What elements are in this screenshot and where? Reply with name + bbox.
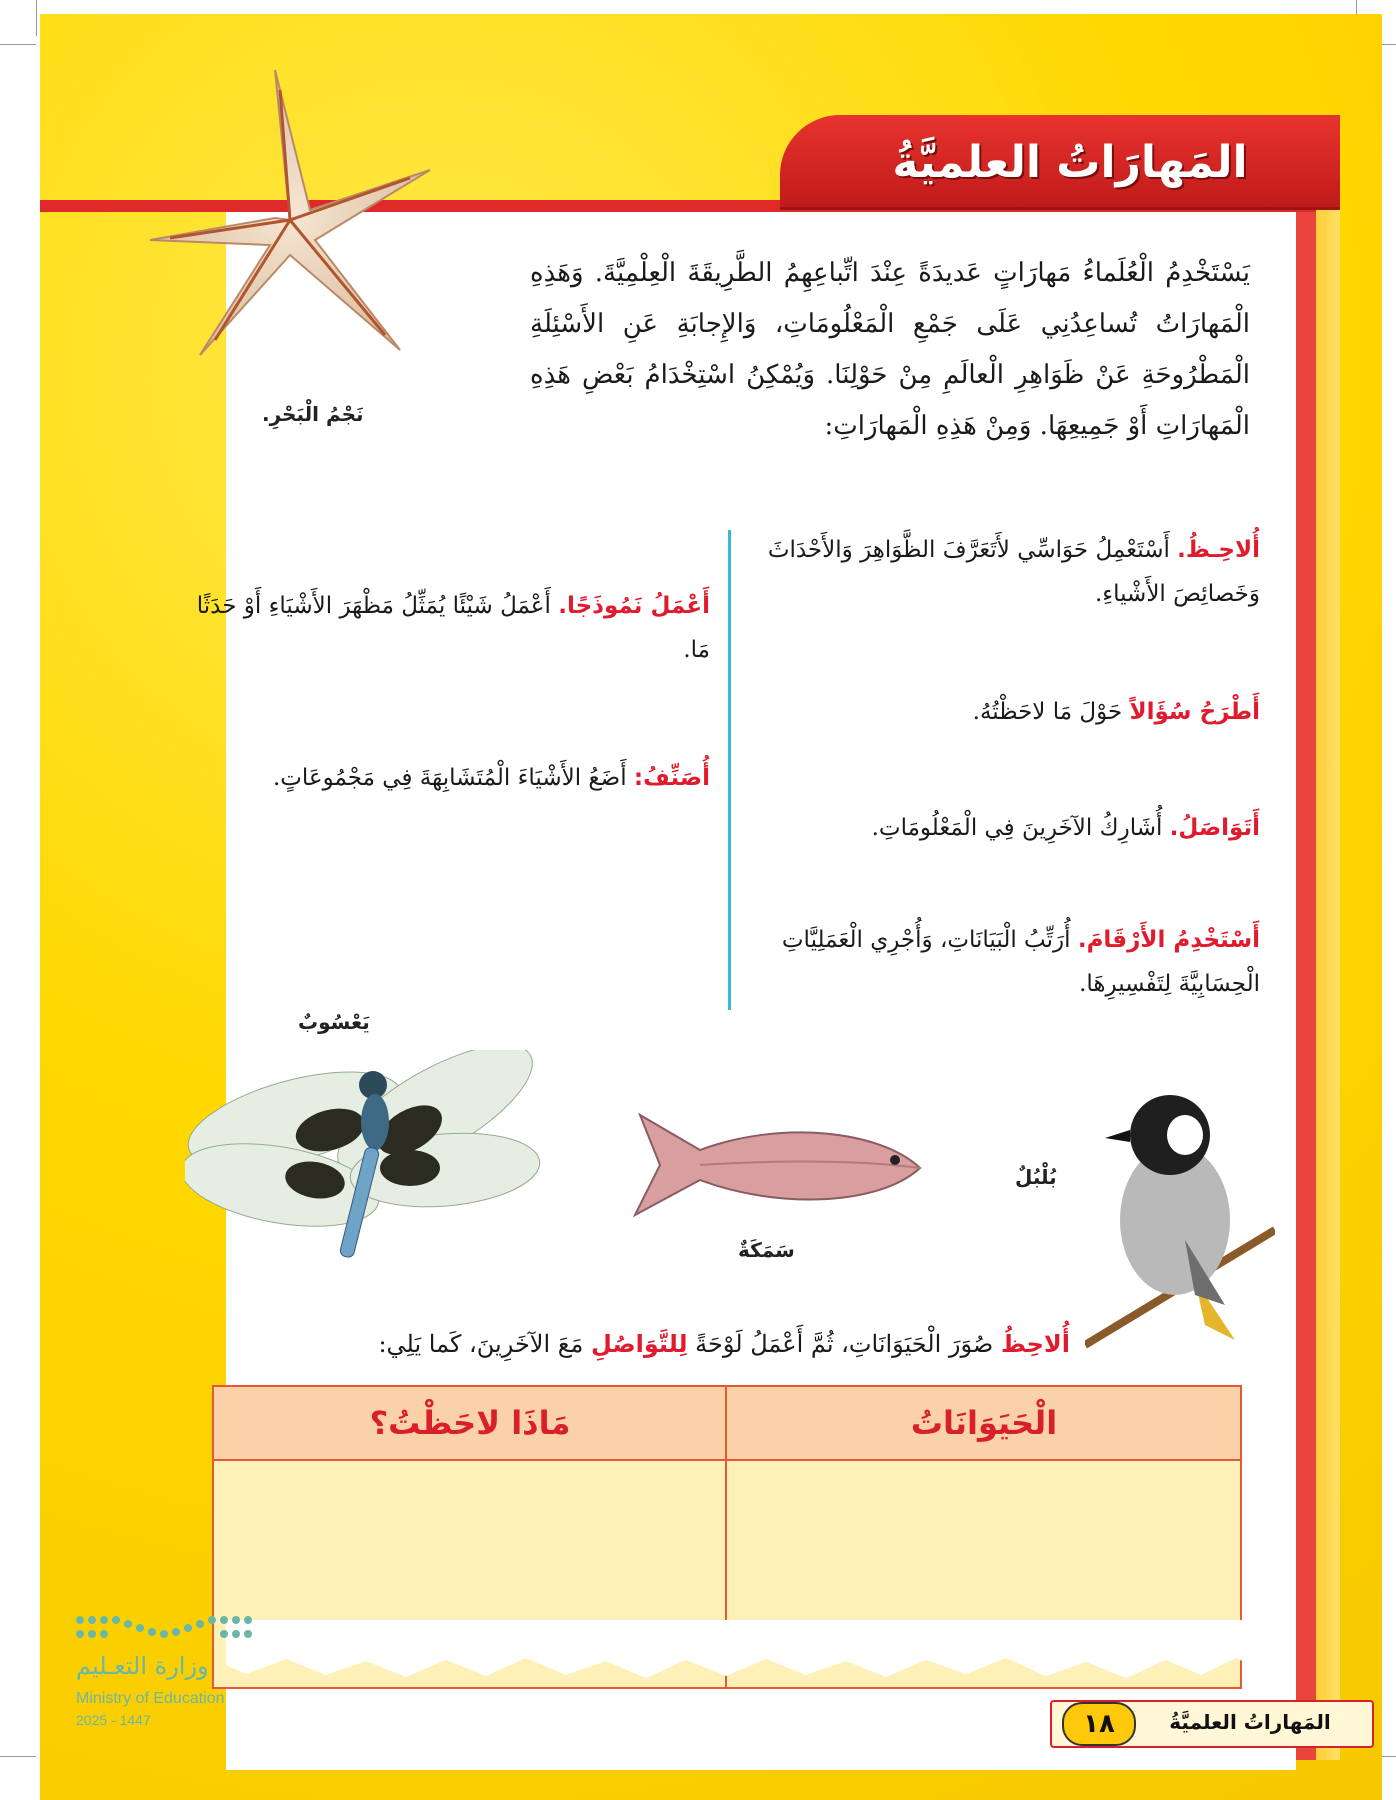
skill-ask-question	[745, 690, 1260, 734]
skill-desc: أَسْتَعْمِلُ حَوَاسِّي لأَتَعَرَّفَ الظَّوَاهِرَ وَالأَحْدَاثَ وَخَصائِصَ الأَشْياءِ.	[767, 537, 1260, 607]
activity-instruction	[230, 1330, 1070, 1358]
header-what-observed: مَاذَا لاحَظْتُ؟	[369, 1404, 571, 1442]
skill-term: أُلاحِـظُ.	[1177, 537, 1260, 563]
instruction-term-communicate: لِلتَّوَاصُلِ	[591, 1330, 688, 1358]
starfish-image	[140, 60, 440, 360]
starfish-caption: نَجْمُ الْبَحْرِ.	[262, 402, 364, 426]
page-title: المَهارَاتُ العلميَّةُ	[892, 137, 1248, 188]
skill-term: أَسْتَخْدِمُ الأَرْقَامَ.	[1077, 927, 1260, 953]
crop-mark	[0, 1756, 36, 1757]
bulbul-image	[1085, 1090, 1275, 1360]
skill-desc: حَوْلَ مَا لاحَظْتُهُ.	[972, 699, 1130, 725]
ministry-english: Ministry of Education	[76, 1690, 225, 1707]
ministry-logo-icon	[70, 1610, 270, 1650]
instruction-term-observe: أُلاحِظُ	[1000, 1330, 1070, 1358]
skill-make-model	[170, 584, 710, 672]
dragonfly-image	[185, 1050, 545, 1265]
skill-communicate	[745, 806, 1260, 850]
skill-term: أُصَنِّفُ:	[633, 765, 710, 791]
crop-mark	[0, 44, 36, 45]
ministry-year: 2025 - 1447	[76, 1712, 151, 1728]
skill-desc: أُرَتِّبُ الْبَيَانَاتِ، وَأُجْرِي الْعَمَلِيَّاتِ الْحِسَابِيَّةَ لِتَفْسِيرِهَا.	[781, 927, 1260, 997]
dragonfly-caption: يَعْسُوبٌ	[298, 1010, 370, 1034]
skill-classify	[170, 756, 710, 800]
page-number: ١٨	[1062, 1702, 1136, 1746]
instruction-text: صُوَرَ الْحَيَوَانَاتِ، ثُمَّ أَعْمَلُ لَوْحَةً	[687, 1330, 1001, 1358]
right-red-band	[1296, 200, 1316, 1760]
crop-mark	[36, 0, 37, 36]
skill-term: أَعْمَلُ نَمُوذَجًا.	[558, 593, 710, 619]
intro-paragraph: يَسْتَخْدِمُ الْعُلَماءُ مَهارَاتٍ عَديدَةً عِنْدَ اتِّباعِهِمُ الطَّرِيقَةَ الْعِلْمِيَّةَ. وَهَذِهِ الْمَهارَاتُ تُساعِدُنِي عَلَى جَمْعِ الْمَعْلُومَاتِ، وَالإِجابَةِ عَنِ الأَسْئِلَةِ الْمَطْرُوحَةِ عَنْ ظَوَاهِرِ الْعالَمِ مِنْ حَوْلِنَا. وَيُمْكِنُ اسْتِخْدَامُ بَعْضِ هَذِهِ الْمَهارَاتِ أَوْ جَمِيعِهَا. وَمِنْ هَذِهِ الْمَهارَاتِ:	[530, 258, 1250, 441]
footer-section-title: المَهاراتُ العلميَّةُ	[1169, 1710, 1331, 1734]
skill-desc: أَضَعُ الأَشْيَاءَ الْمُتَشَابِهَةَ فِي مَجْمُوعَاتٍ.	[272, 765, 634, 791]
right-yellow-band	[1316, 200, 1340, 1760]
header-animals: الْحَيَوَانَاتُ	[910, 1404, 1058, 1442]
skill-use-numbers	[745, 918, 1260, 1006]
instruction-text: مَعَ الآخَرِينَ، كَما يَلِي:	[378, 1330, 592, 1358]
bulbul-caption: بُلْبُلٌ	[1015, 1165, 1057, 1189]
column-divider	[728, 530, 731, 1010]
torn-paper-edge	[226, 1620, 1296, 1700]
skill-observe	[745, 528, 1260, 616]
skill-desc: أَعْمَلُ شَيْئًا يُمَثِّلُ مَظْهَرَ الأَشْيَاءِ أَوْ حَدَثًا مَا.	[196, 593, 710, 663]
ministry-arabic: وزارة التعـليم	[76, 1652, 209, 1680]
skill-term: أَطْرَحُ سُؤَالاً	[1129, 699, 1260, 725]
skill-term: أَتَوَاصَلُ.	[1169, 815, 1260, 841]
fish-caption: سَمَكَةٌ	[738, 1238, 795, 1262]
skill-desc: أُشَارِكُ الآخَرِينَ فِي الْمَعْلُومَاتِ.	[871, 815, 1170, 841]
fish-image	[620, 1110, 930, 1220]
